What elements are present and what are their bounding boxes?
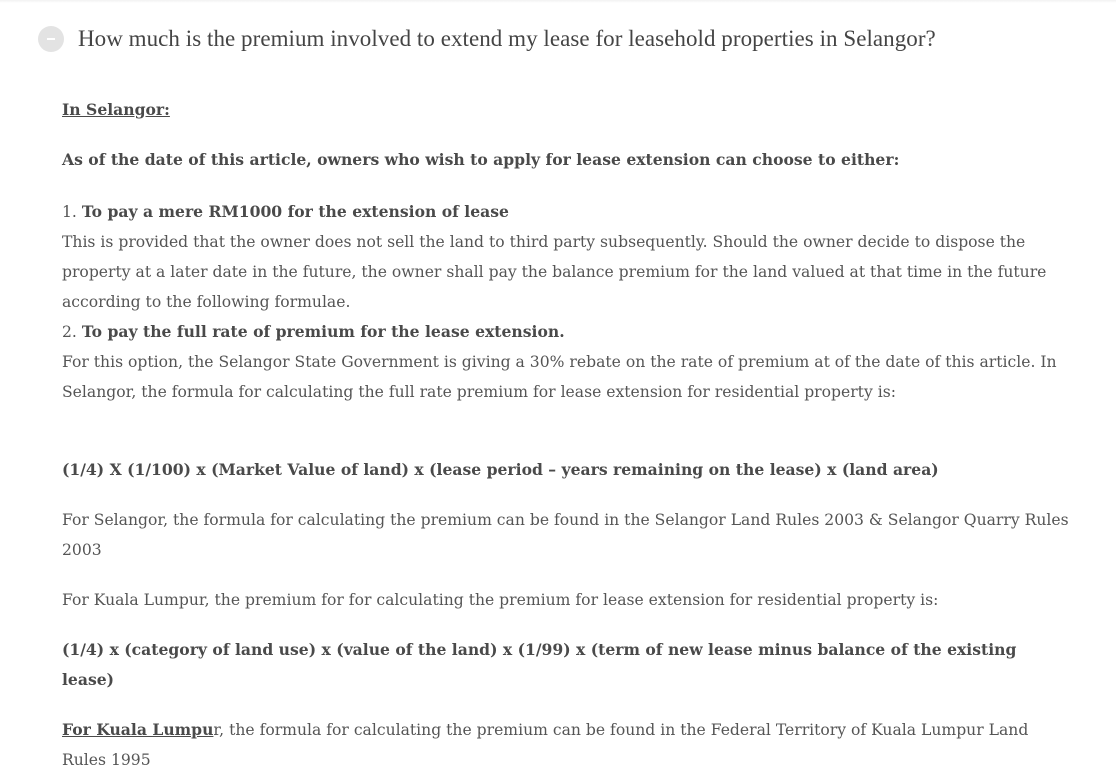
faq-answer (62, 95, 1072, 775)
option-2-description: For this option, the Selangor State Government is giving a 30% rebate on the rate of premium at of the date of this article. In Selangor, the formula for calculating the full rate premium for lease extension for residential property is: (62, 353, 1057, 401)
faq-question: How much is the premium involved to extend my lease for leasehold properties in Selangor? (78, 26, 936, 51)
selangor-formula: (1/4) X (1/100) x (Market Value of land) x (lease period – years remaining on the lease) x (land area) (62, 460, 939, 479)
option-1-label: To pay a mere RM1000 for the extension of lease (81, 202, 509, 221)
option-1-number: 1. (62, 203, 77, 221)
kl-formula: (1/4) x (category of land use) x (value of the land) x (1/99) x (term of new lease minus balance of the existing lease) (62, 640, 1017, 689)
option-2-label: To pay the full rate of premium for the lease extension. (81, 322, 565, 341)
option-1-title (62, 197, 1072, 227)
selangor-rules-text: For Selangor, the formula for calculating the premium can be found in the Selangor Land Rules 2003 & Selangor Quarry Rules 2003 (62, 511, 1069, 559)
option-1-description: This is provided that the owner does not sell the land to third party subsequently. Should the owner decide to dispose the property at a later date in the future, the owner shall pay the balance premium for the land valued at that time in the future according to the following formulae. (62, 233, 1047, 311)
minus-circle-icon[interactable] (38, 26, 64, 52)
faq-toggle-header[interactable] (38, 26, 936, 52)
top-divider (0, 0, 1116, 3)
selangor-heading: In Selangor: (62, 100, 170, 119)
option-2-title (62, 317, 1072, 347)
intro-text: As of the date of this article, owners who wish to apply for lease extension can choose to either: (62, 150, 900, 169)
kl-rules-text (62, 715, 1072, 775)
kl-intro-text: For Kuala Lumpur, the premium for for calculating the premium for lease extension for residential property is: (62, 591, 939, 609)
kl-rules-link[interactable]: For Kuala Lumpu (62, 720, 214, 739)
option-2-number: 2. (62, 323, 77, 341)
kl-rules-rest: r, the formula for calculating the premium can be found in the Federal Territory of Kuala Lumpur Land Rules 1995 (62, 721, 1029, 769)
